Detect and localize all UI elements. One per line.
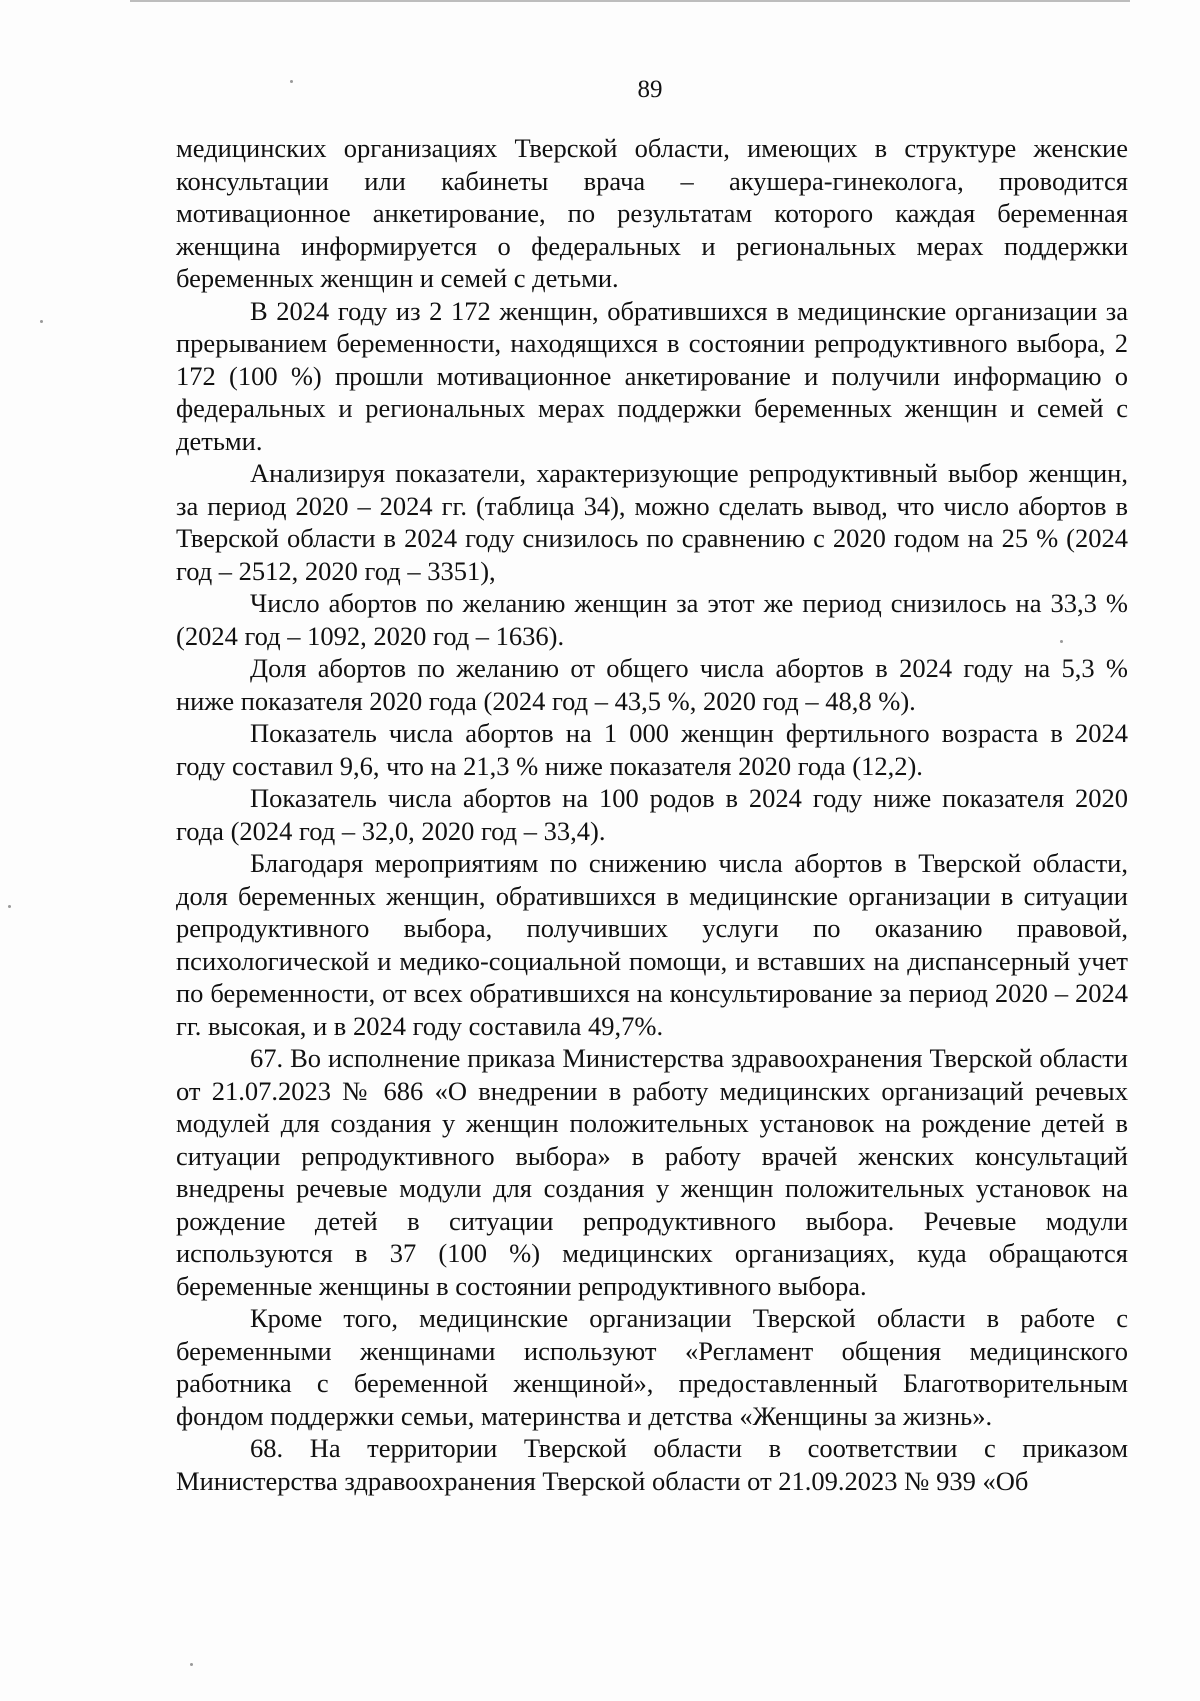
paragraph-rate-per-1000: Показатель числа абортов на 1 000 женщин фертильного возраста в 2024 году составил 9,6, что на 21,3 % ниже показателя 2020 года (12,2). <box>176 718 1128 781</box>
paragraph-analysis: Анализируя показатели, характеризующие репродуктивный выбор женщин, за период 2020 – 2024 гг. (таблица 34), можно сделать вывод, что число абортов в Тверской области в 2024 году снизилось по сравнению с 2020 годом на 25 % (2024 год – 2512, 2020 год – 3351), <box>176 458 1128 586</box>
scan-speck <box>8 905 11 908</box>
body-text <box>176 132 1128 1497</box>
scan-top-edge <box>130 0 1130 2</box>
paragraph-item-68: 68. На территории Тверской области в соответствии с приказом Министерства здравоохранения Тверской области от 21.09.2023 № 939 «Об <box>176 1433 1128 1496</box>
paragraph-survey-2024: В 2024 году из 2 172 женщин, обратившихся в медицинские организации за прерыванием беременности, находящихся в состоянии репродуктивного выбора, 2 172 (100 %) прошли мотивационное анкетирование и получили информацию о федеральных и региональных мерах поддержки беременных женщин и семей с детьми. <box>176 295 1128 456</box>
paragraph-item-67: 67. Во исполнение приказа Министерства здравоохранения Тверской области от 21.07.2023 № 686 «О внедрении в работу медицинских организаций речевых модулей для создания у женщин положительных установок на рождение детей в ситуации репродуктивного выбора» в работу врачей женских консультаций внедрены речевые модули для создания у женщин положительных установок на рождение детей в ситуации репродуктивного выбора. Речевые модули используются в 37 (100 %) медицинских организациях, куда обращаются беременные женщины в состоянии репродуктивного выбора. <box>176 1043 1128 1301</box>
paragraph-rate-per-100-births: Показатель числа абортов на 100 родов в 2024 году ниже показателя 2020 года (2024 год – 32,0, 2020 год – 33,4). <box>176 783 1128 846</box>
paragraph-share-on-request: Доля абортов по желанию от общего числа абортов в 2024 году на 5,3 % ниже показателя 2020 года (2024 год – 43,5 %, 2020 год – 48,8 %). <box>176 653 1128 716</box>
paragraph-regulation: Кроме того, медицинские организации Тверской области в работе с беременными женщинами используют «Регламент общения медицинского работника с беременной женщиной», предоставленный Благотворительным фондом поддержки семьи, материнства и детства «Женщины за жизнь». <box>176 1303 1128 1431</box>
paragraph-measures-results: Благодаря мероприятиям по снижению числа абортов в Тверской области, доля беременных женщин, обратившихся в медицинские организации в ситуации репродуктивного выбора, получивших услуги по оказанию правовой, психологической и медико-социальной помощи, и вставших на диспансерный учет по беременности, от всех обратившихся на консультирование за период 2020 – 2024 гг. высокая, и в 2024 году составила 49,7%. <box>176 848 1128 1041</box>
scan-speck <box>190 1663 193 1666</box>
paragraph-continuation: медицинских организациях Тверской области, имеющих в структуре женские консультации или кабинеты врача – акушера-гинеколога, проводится мотивационное анкетирование, по результатам которого каждая беременная женщина информируется о федеральных и региональных мерах поддержки беременных женщин и семей с детьми. <box>176 133 1128 293</box>
paragraph-abortions-on-request: Число абортов по желанию женщин за этот же период снизилось на 33,3 % (2024 год – 1092, 2020 год – 1636). <box>176 588 1128 651</box>
scan-speck <box>40 320 43 323</box>
page-number: 89 <box>637 76 663 103</box>
